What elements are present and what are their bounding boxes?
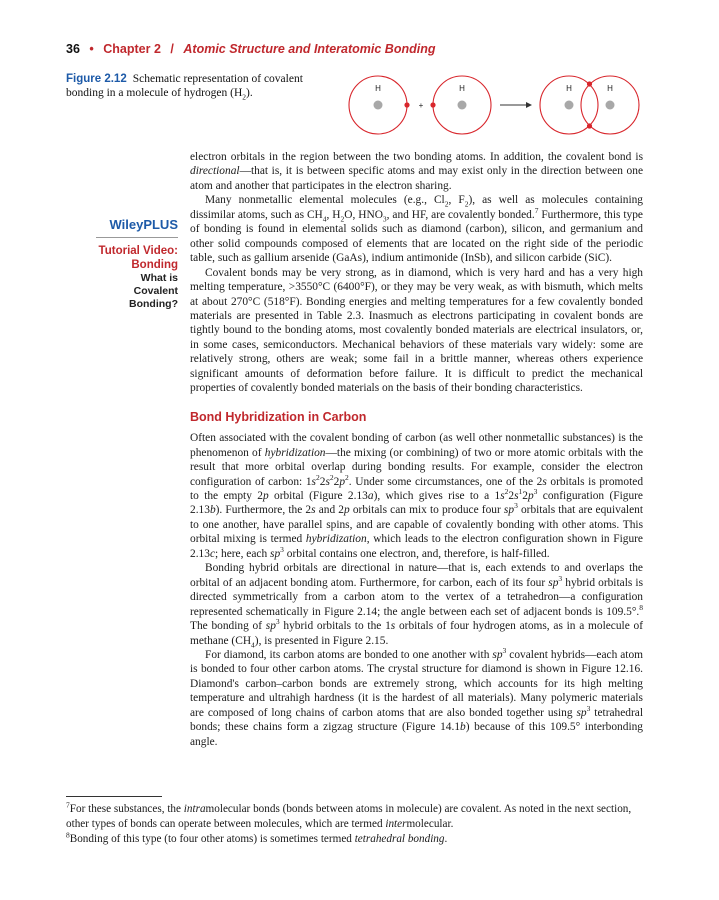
- electron: [404, 102, 409, 107]
- footnote-ref-7: 7: [534, 206, 539, 216]
- footnote-rule: [66, 796, 162, 797]
- atom-label: H: [566, 84, 572, 93]
- tutorial-question-line-2[interactable]: Bonding?: [129, 298, 178, 310]
- atom-label: H: [375, 84, 381, 93]
- page-number: 36: [66, 42, 80, 56]
- atom-left-h: [349, 76, 410, 134]
- paragraph: electron orbitals in the region between the two bonding atoms. In addition, the covalent bond is directional—that is, it is between specific atoms and may exist only in the direction between one atom and another that participates in the electron sharing.: [190, 151, 643, 192]
- chapter-label: Chapter 2: [103, 42, 161, 56]
- tutorial-question-line-1[interactable]: What is Covalent: [133, 272, 178, 297]
- footnote-ref-8: 8: [639, 602, 643, 612]
- atom-label: H: [607, 84, 613, 93]
- nucleus: [565, 101, 574, 110]
- wileyplus-brand[interactable]: WileyPLUS: [109, 217, 178, 232]
- sidebar-divider: [96, 237, 178, 238]
- nucleus: [374, 101, 383, 110]
- footnotes: [66, 802, 646, 848]
- hydrogen-bonding-figure: [340, 70, 650, 142]
- paragraph: Covalent bonds may be very strong, as in diamond, which is very hard and has a very high melting temperature, >3550°C (6400°F), or they may be very weak, as with bismuth, which melts at about 270°C (518°F). Bonding energies and melting temperatures for a few covalently bonded materials are presented in Table 2.3. Inasmuch as electrons participating in covalent bonds are tightly bound to the bonding atoms, most covalently bonded materials are electrical insulators, or, in some cases, semiconductors. Mechanical behaviors of these materials vary widely: some are relatively strong, others are weak; some fail in a brittle manner, whereas others experience significant amounts of deformation before failure. It is difficult to predict the mechanical properties of covalently bonded materials on the basis of their bonding characteristics.: [190, 266, 643, 395]
- electron: [430, 102, 435, 107]
- footnote-7: $^7$For these substances, the intramolecular bonds (bonds between atoms in molecule) are covalent. As noted in the next section, other types of bonds can operate between molecules, which are termed intermolecular.: [66, 800, 632, 830]
- figure-caption: Figure 2.12 Schematic representation of covalent bonding in a molecule of hydrogen $(H_2)$.: [66, 73, 303, 102]
- chapter-title: Atomic Structure and Interatomic Bonding: [183, 42, 436, 56]
- paragraph: For diamond, its carbon atoms are bonded to one another with $sp^3$ covalent hybrids—each atom is bonded to four other carbon atoms. The crystal structure for diamond is shown in Figure 12.16. Diamond's carbon–carbon bonds are extremely strong, which accounts for its high melting temperature and ultrahigh hardness (it is the hardest of all materials). Many polymeric materials are composed of long chains of carbon atoms that are also bonded together using $sp^3$ tetrahedral bonds; these chains form a zigzag structure (Figure 14.1b) because of this 109.5° interbonding angle.: [190, 646, 644, 748]
- running-header: [66, 42, 666, 56]
- figure-label: Figure 2.12: [66, 73, 127, 85]
- atom-right-h: [430, 76, 491, 134]
- paragraph: Bonding hybrid orbitals are directional in nature—that is, each extends to and overlaps the orbital of an adjacent bonding atom. Furthermore, for carbon, each of its four $sp^3$ hybrid orbitals is directed symmetrically from a carbon atom to the vertex of a tetrahedron—a configuration represented schematically in Figure 2.14; the angle between each set of adjacent bonds is 109.5°.$^8$ The bonding of $sp^3$ hybrid orbitals to the 1s orbitals of four hydrogen atoms, as in a molecule of methane $(CH_4)$, is presented in Figure 2.15.: [190, 562, 644, 649]
- footnote-8: $^8$Bonding of this type (to four other atoms) is sometimes termed tetrahedral bonding.: [66, 830, 448, 845]
- shared-electron: [587, 123, 592, 128]
- wileyplus-sidebar[interactable]: [96, 217, 178, 311]
- tutorial-video-topic[interactable]: Bonding: [131, 259, 178, 271]
- reaction-arrow: [500, 102, 532, 108]
- section-heading: Bond Hybridization in Carbon: [190, 409, 367, 424]
- atom-label: H: [459, 84, 465, 93]
- header-divider: /: [170, 42, 174, 56]
- paragraph: Often associated with the covalent bonding of carbon (as well other nonmetallic substances) is the phenomenon of hybridization—the mixing (or combining) of two or more atomic orbitals with the result that more orbital overlap during bonding results. For example, consider the electron configuration of carbon: $1s^22s^22p^2$. Under some circumstances, one of the 2s orbitals is promoted to the empty 2p orbital (Figure 2.13a), which gives rise to a $1s^22s^12p^3$ configuration (Figure 2.13b). Furthermore, the 2s and 2p orbitals can mix to produce four $sp^3$ orbitals that are equivalent to one another, have parallel spins, and are capable of covalently bonding with other atoms. This orbital mixing is termed hybridization, which leads to the electron configuration shown in Figure 2.13c; here, each $sp^3$ orbital contains one electron, and, therefore, is half-filled.: [190, 432, 644, 560]
- paragraph: Many nonmetallic elemental molecules (e.g., $Cl_2$, $F_2$), as well as molecules containing dissimilar atoms, such as $CH_4$, $H_2O$, $HNO_3$, and HF, are covalently bonded.$^7$ Furthermore, this type of bonding is found in elemental solids such as diamond (carbon), silicon, and germanium and other solid compounds composed of elements that are located on the right side of the periodic table, such as gallium arsenide (GaAs), indium antimonide (InSb), and silicon carbide (SiC).: [190, 194, 644, 265]
- body-text: [190, 150, 643, 749]
- plus-sign: +: [418, 101, 424, 110]
- tutorial-video-label[interactable]: Tutorial Video:: [98, 245, 178, 257]
- h2-molecule: [540, 76, 639, 134]
- header-bullet: •: [89, 42, 94, 56]
- nucleus: [458, 101, 467, 110]
- nucleus: [606, 101, 615, 110]
- shared-electron: [587, 81, 592, 86]
